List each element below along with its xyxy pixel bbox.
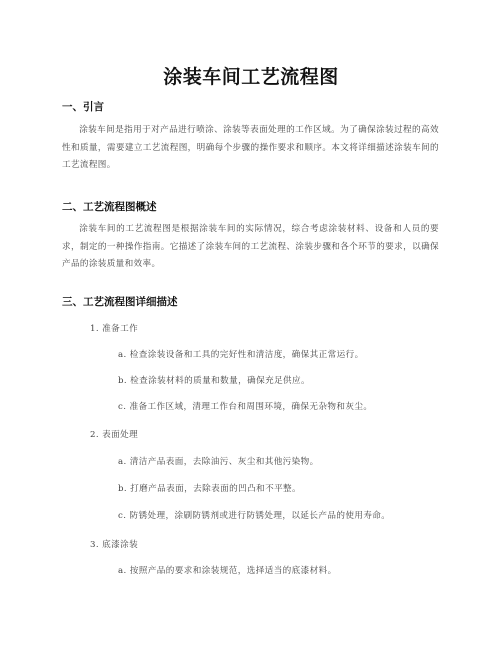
step-label: 1. 准备工作	[90, 324, 139, 334]
section-heading-details: 三、工艺流程图详细描述	[62, 296, 178, 308]
step-item: a. 按照产品的要求和涂装规范，选择适当的底漆材料。	[118, 566, 337, 576]
section-paragraph-overview: 涂装车间的工艺流程图是根据涂装车间的实际情况，综合考虑涂装材料、设备和人员的要求，制定的一种操作指南。它描述了涂装车间的工艺流程、涂装步骤和各个环节的要求，以确保产品的涂装质量和效率。	[62, 224, 439, 269]
section-heading-overview: 二、工艺流程图概述	[62, 201, 157, 213]
section-heading-intro: 一、引言	[62, 101, 104, 113]
step-item: c. 防锈处理，涂刷防锈剂或进行防锈处理，以延长产品的使用寿命。	[118, 511, 391, 521]
step-item: c. 准备工作区域，清理工作台和周围环境，确保无杂物和灰尘。	[118, 402, 373, 412]
step-item: a. 清洁产品表面，去除油污、灰尘和其他污染物。	[118, 457, 319, 467]
document-title: 涂装车间工艺流程图	[163, 66, 339, 88]
step-item: b. 检查涂装材料的质量和数量，确保充足供应。	[118, 376, 311, 386]
step-label: 3. 底漆涂装	[90, 540, 139, 550]
step-label: 2. 表面处理	[90, 430, 139, 440]
step-item: a. 检查涂装设备和工具的完好性和清洁度，确保其正常运行。	[118, 350, 364, 360]
step-item: b. 打磨产品表面，去除表面的凹凸和不平整。	[118, 484, 302, 494]
section-paragraph-intro: 涂装车间是指用于对产品进行喷涂、涂装等表面处理的工作区域。为了确保涂装过程的高效性和质量，需要建立工艺流程图，明确每个步骤的操作要求和顺序。本文将详细描述涂装车间的工艺流程图。	[62, 125, 439, 170]
